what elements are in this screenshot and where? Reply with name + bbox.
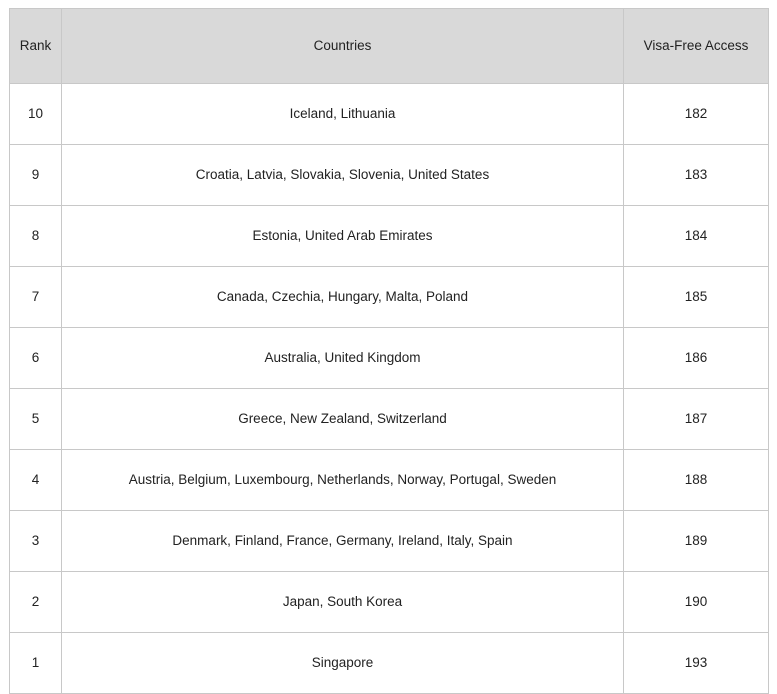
cell-rank: 9 xyxy=(10,145,62,206)
passport-ranking-table xyxy=(9,8,769,694)
cell-countries: Australia, United Kingdom xyxy=(62,328,624,389)
column-header-countries: Countries xyxy=(62,9,624,84)
cell-countries: Austria, Belgium, Luxembourg, Netherlands, Norway, Portugal, Sweden xyxy=(62,450,624,511)
cell-countries: Estonia, United Arab Emirates xyxy=(62,206,624,267)
cell-rank: 6 xyxy=(10,328,62,389)
table-row xyxy=(10,633,769,694)
cell-countries: Iceland, Lithuania xyxy=(62,84,624,145)
table-row xyxy=(10,206,769,267)
cell-countries: Denmark, Finland, France, Germany, Ireland, Italy, Spain xyxy=(62,511,624,572)
cell-visa-free: 188 xyxy=(624,450,769,511)
cell-visa-free: 184 xyxy=(624,206,769,267)
cell-visa-free: 187 xyxy=(624,389,769,450)
cell-countries: Japan, South Korea xyxy=(62,572,624,633)
cell-rank: 2 xyxy=(10,572,62,633)
cell-rank: 7 xyxy=(10,267,62,328)
cell-rank: 5 xyxy=(10,389,62,450)
table-row xyxy=(10,572,769,633)
cell-rank: 1 xyxy=(10,633,62,694)
table-row xyxy=(10,84,769,145)
cell-visa-free: 189 xyxy=(624,511,769,572)
cell-rank: 10 xyxy=(10,84,62,145)
table-row xyxy=(10,511,769,572)
cell-countries: Greece, New Zealand, Switzerland xyxy=(62,389,624,450)
table-row xyxy=(10,145,769,206)
cell-visa-free: 193 xyxy=(624,633,769,694)
cell-visa-free: 185 xyxy=(624,267,769,328)
cell-countries: Singapore xyxy=(62,633,624,694)
cell-countries: Canada, Czechia, Hungary, Malta, Poland xyxy=(62,267,624,328)
cell-visa-free: 190 xyxy=(624,572,769,633)
table-row xyxy=(10,267,769,328)
column-header-visa-free-access: Visa-Free Access xyxy=(624,9,769,84)
cell-rank: 8 xyxy=(10,206,62,267)
cell-visa-free: 182 xyxy=(624,84,769,145)
cell-visa-free: 183 xyxy=(624,145,769,206)
cell-rank: 3 xyxy=(10,511,62,572)
table-row xyxy=(10,328,769,389)
cell-rank: 4 xyxy=(10,450,62,511)
table-row xyxy=(10,389,769,450)
cell-countries: Croatia, Latvia, Slovakia, Slovenia, United States xyxy=(62,145,624,206)
cell-visa-free: 186 xyxy=(624,328,769,389)
table-row xyxy=(10,450,769,511)
column-header-rank: Rank xyxy=(10,9,62,84)
table-header-row xyxy=(10,9,769,84)
table-body xyxy=(10,84,769,694)
table-header xyxy=(10,9,769,84)
